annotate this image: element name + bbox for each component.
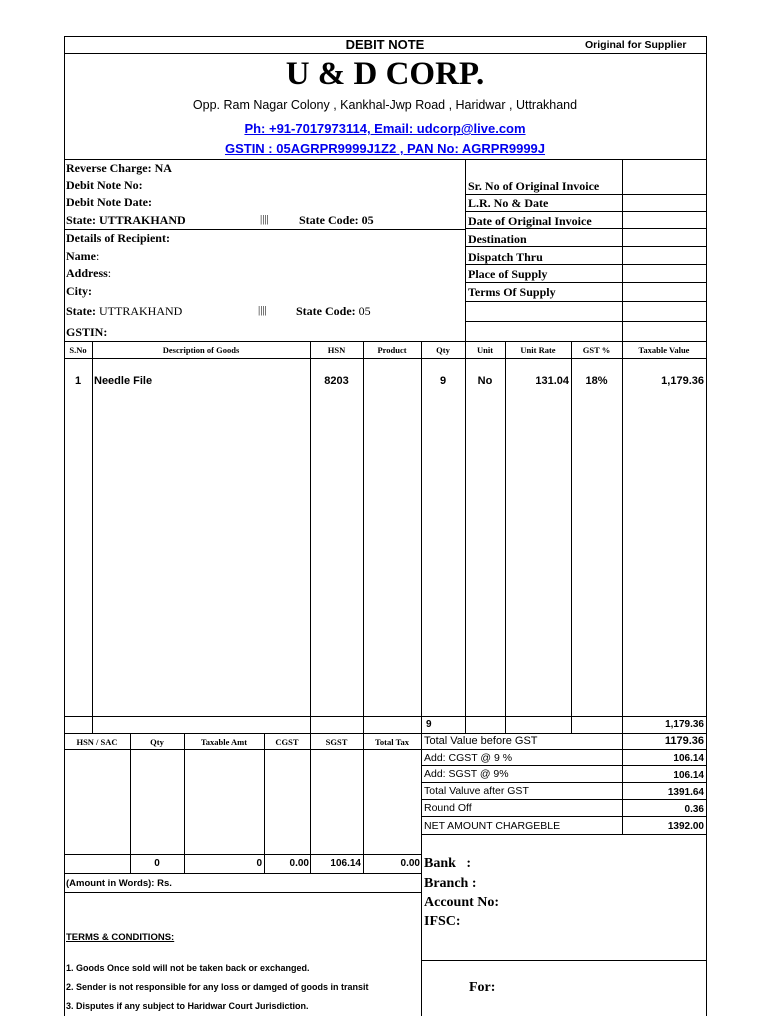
item-hsn: 8203 xyxy=(324,375,349,387)
summary-value-after-gst: 1391.64 xyxy=(667,787,704,798)
account-label: Account No: xyxy=(424,895,500,910)
summary-label-sgst: Add: SGST @ 9% xyxy=(424,768,509,780)
supplier-state-separator: |||| xyxy=(260,213,269,225)
item-description: Needle File xyxy=(94,375,153,387)
contact-text[interactable]: Ph: +91-7017973114, Email: udcorp@live.com xyxy=(244,121,526,136)
for-label: For: xyxy=(469,980,496,995)
recipient-state xyxy=(66,304,182,319)
company-gstin-link[interactable] xyxy=(64,140,706,158)
tax-total-taxable: 0 xyxy=(256,858,262,869)
term-item-3: 3. Disputes if any subject to Haridwar Court Jurisdiction. xyxy=(66,1001,309,1011)
recipient-address-label: Address xyxy=(66,266,108,280)
summary-value-round-off: 0.36 xyxy=(684,804,704,815)
recipient-title: Details of Recipient: xyxy=(66,231,170,245)
col-header-product: Product xyxy=(377,345,407,355)
field-dispatch-thru: Dispatch Thru xyxy=(468,250,543,264)
tax-col-total-tax: Total Tax xyxy=(375,737,409,747)
recipient-name xyxy=(66,249,99,264)
col-header-gst: GST % xyxy=(582,345,611,355)
recipient-name-label: Name xyxy=(66,249,96,263)
col-header-description: Description of Goods xyxy=(162,345,240,355)
summary-label-before-gst: Total Value before GST xyxy=(424,735,538,747)
company-address: Opp. Ram Nagar Colony , Kankhal-Jwp Road , Haridwar , Uttrakhand xyxy=(192,98,578,112)
recipient-state-value: UTTRAKHAND xyxy=(99,304,183,318)
field-date-original-invoice: Date of Original Invoice xyxy=(468,214,592,228)
summary-value-net-amount: 1392.00 xyxy=(667,821,704,832)
company-contact-link[interactable] xyxy=(64,120,706,138)
branch-label: Branch : xyxy=(424,876,477,891)
recipient-name-colon: : xyxy=(96,249,100,263)
item-qty: 9 xyxy=(439,375,447,387)
recipient-state-label: State: xyxy=(66,304,96,318)
gstin-text[interactable]: GSTIN : 05AGRPR9999J1Z2 , PAN No: AGRPR9999J xyxy=(224,141,546,156)
summary-label-net-amount: NET AMOUNT CHARGEBLE xyxy=(424,820,561,832)
items-total-qty: 9 xyxy=(426,719,432,730)
recipient-state-code-value: 05 xyxy=(358,304,371,318)
company-name: U & D CORP. xyxy=(285,56,485,92)
summary-label-cgst: Add: CGST @ 9 % xyxy=(424,752,513,764)
item-sno: 1 xyxy=(74,375,82,387)
summary-value-cgst: 106.14 xyxy=(673,753,704,764)
recipient-address xyxy=(66,266,111,281)
tax-total-sgst: 106.14 xyxy=(330,858,361,869)
col-header-sno: S.No xyxy=(69,345,87,355)
field-sr-no-original-invoice: Sr. No of Original Invoice xyxy=(468,179,600,193)
tax-col-cgst: CGST xyxy=(275,737,299,747)
supplier-state-code: State Code: 05 xyxy=(299,213,374,227)
debit-note-no: Debit Note No: xyxy=(66,178,143,192)
debit-note-date: Debit Note Date: xyxy=(66,195,152,209)
bank-label: Bank : xyxy=(424,856,472,871)
field-lr-no-date: L.R. No & Date xyxy=(468,196,549,210)
item-taxable: 1,179.36 xyxy=(661,375,704,387)
tax-col-taxable-amt: Taxable Amt xyxy=(200,737,248,747)
field-destination: Destination xyxy=(468,232,527,246)
summary-label-after-gst: Total Valuve after GST xyxy=(424,785,529,797)
item-unit: No xyxy=(477,375,493,387)
supplier-state: State: UTTRAKHAND xyxy=(66,213,186,227)
tax-col-sgst: SGST xyxy=(325,737,348,747)
reverse-charge: Reverse Charge: NA xyxy=(66,161,172,175)
col-header-hsn: HSN xyxy=(327,345,346,355)
tax-col-qty: Qty xyxy=(150,737,164,747)
field-place-of-supply: Place of Supply xyxy=(468,267,548,281)
tax-total-total-tax: 0.00 xyxy=(400,858,420,869)
summary-value-before-gst: 1179.36 xyxy=(664,735,704,747)
term-item-1: 1. Goods Once sold will not be taken back or exchanged. xyxy=(66,963,310,973)
tax-col-hsn-sac: HSN / SAC xyxy=(76,737,118,747)
tax-total-qty: 0 xyxy=(154,858,160,869)
item-gst: 18% xyxy=(585,375,608,387)
col-header-unit: Unit xyxy=(476,345,494,355)
amount-in-words: (Amount in Words): Rs. xyxy=(66,878,172,889)
term-item-2: 2. Sender is not responsible for any loss or damged of goods in transit xyxy=(66,982,369,992)
item-unit-rate: 131.04 xyxy=(535,375,569,387)
col-header-taxable-value: Taxable Value xyxy=(638,345,690,355)
field-terms-of-supply: Terms Of Supply xyxy=(468,285,556,299)
recipient-city: City: xyxy=(66,284,92,298)
recipient-address-colon: : xyxy=(107,266,112,280)
copy-label: Original for Supplier xyxy=(585,39,687,51)
ifsc-label: IFSC: xyxy=(424,914,461,929)
recipient-state-code-label: State Code: xyxy=(296,304,356,318)
tax-total-cgst: 0.00 xyxy=(289,858,309,869)
summary-value-sgst: 106.14 xyxy=(673,770,704,781)
recipient-state-code xyxy=(296,304,371,319)
items-total-taxable: 1,179.36 xyxy=(665,719,704,730)
recipient-gstin: GSTIN: xyxy=(66,325,108,339)
col-header-unit-rate: Unit Rate xyxy=(520,345,556,355)
summary-label-round-off: Round Off xyxy=(424,802,472,814)
doc-type-title: DEBIT NOTE xyxy=(345,37,425,52)
terms-title: TERMS & CONDITIONS: xyxy=(66,932,175,943)
col-header-qty: Qty xyxy=(436,345,450,355)
recipient-state-separator: |||| xyxy=(258,304,267,316)
